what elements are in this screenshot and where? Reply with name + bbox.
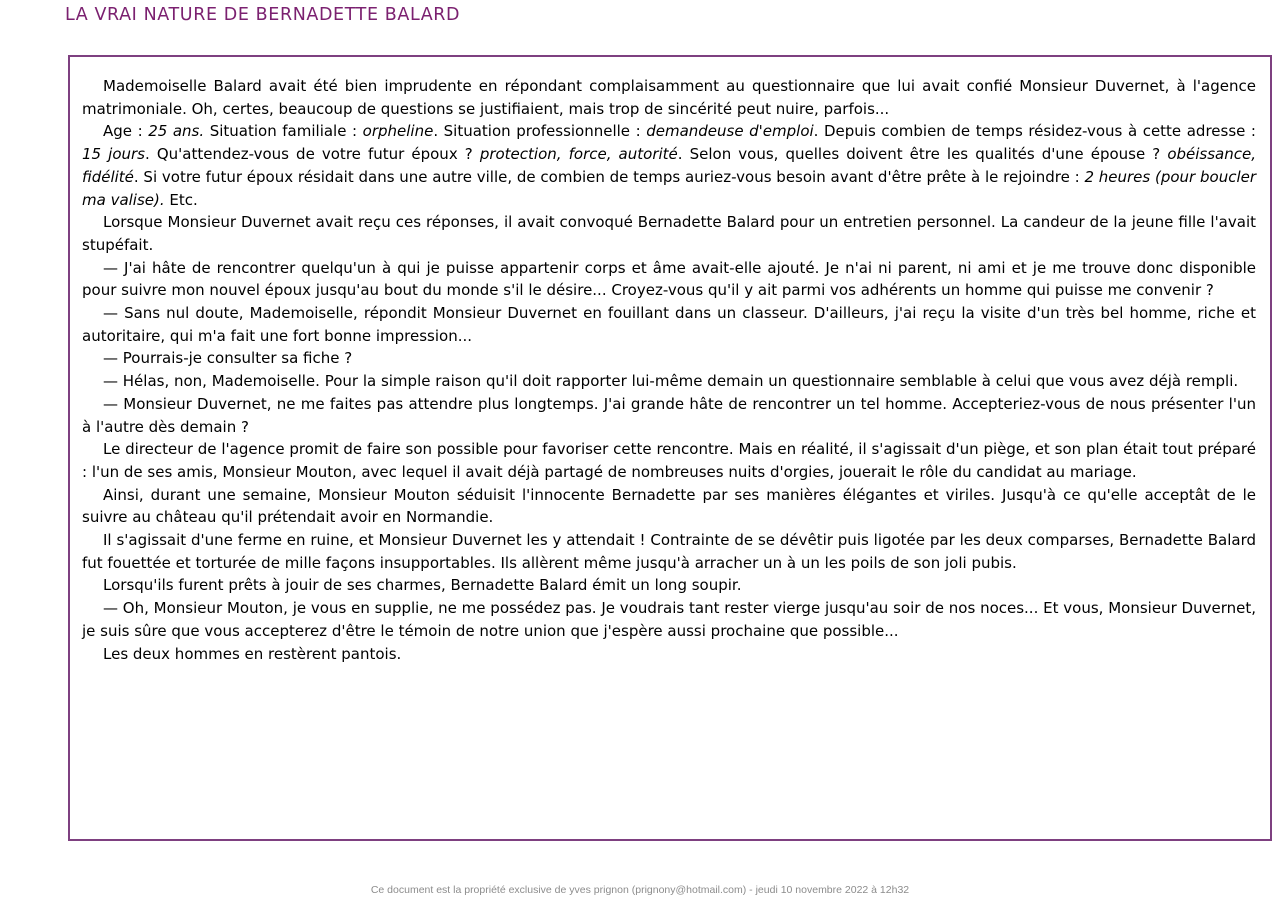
text-run: Lorsqu'ils furent prêts à jouir de ses charmes, Bernadette Balard émit un long soupir. [103,576,742,595]
text-run: Situation familiale : [204,122,363,141]
text-run: Etc. [164,190,198,209]
text-run-italic: 2 heures (pour boucler ma valise). [82,167,1257,209]
text-run: — Monsieur Duvernet, ne me faites pas attendre plus longtemps. J'ai grande hâte de rencontrer un tel homme. Accepteriez-vous de nous présenter l'un à l'autre dès demain ? [82,394,1256,436]
text-run: — Sans nul doute, Mademoiselle, répondit Monsieur Duvernet en fouillant dans un classeur. D'ailleurs, j'ai reçu la visite d'un très bel homme, riche et autoritaire, qui m'a fait une fort bonne impression... [82,304,1256,345]
document-box [68,55,1272,841]
paragraph [82,120,1256,211]
text-run: . Depuis combien de temps résidez-vous à cette adresse : [813,122,1256,141]
paragraph [82,75,1256,120]
paragraph [82,393,1256,438]
text-run: . Situation professionnelle : [433,122,647,141]
text-run: — J'ai hâte de rencontrer quelqu'un à qui je puisse appartenir corps et âme avait-elle ajouté. Je n'ai ni parent, ni ami et je me trouve donc disponible pour suivre mon nouvel époux jusqu'au bout du monde s'il le désire... Croyez-vous qu'il y ait parmi vos adhérents un homme qui puisse me convenir ? [82,258,1256,300]
paragraph [82,529,1256,574]
text-run: Mademoiselle Balard avait été bien imprudente en répondant complaisamment au questionnaire que lui avait confié Monsieur Duvernet, à l'agence matrimoniale. Oh, certes, beaucoup de questions se justifiaient, mais trop de sincérité peut nuire, parfois... [82,77,1256,118]
text-run-italic: protection, force, autorité [479,145,678,164]
paragraph [82,574,1256,597]
text-run: Le directeur de l'agence promit de faire son possible pour favoriser cette rencontre. Mais en réalité, il s'agissait d'un piège, et son plan était tout préparé : l'un de ses amis, Monsieur Mouton, avec lequel il avait déjà partagé de nombreuses nuits d'orgies, jouerait le rôle du candidat au mariage. [82,440,1256,481]
text-run-italic: demandeuse d'emploi [646,122,814,141]
paragraph [82,370,1256,393]
text-run: — Pourrais-je consulter sa fiche ? [103,349,353,368]
paragraph [82,438,1256,483]
text-run: Ainsi, durant une semaine, Monsieur Mouton séduisit l'innocente Bernadette par ses manières élégantes et viriles. Jusqu'à ce qu'elle acceptât de le suivre au château qu'il prétendait avoir en Normandie. [82,485,1256,527]
text-run: Lorsque Monsieur Duvernet avait reçu ces réponses, il avait convoqué Bernadette Balard pour un entretien personnel. La candeur de la jeune fille l'avait stupéfait. [82,213,1256,254]
text-run-italic: 25 ans. [148,122,205,141]
text-run: Age : [103,122,149,141]
text-run: — Oh, Monsieur Mouton, je vous en supplie, ne me possédez pas. Je voudrais tant rester vierge jusqu'au soir de nos noces... Et vous, Monsieur Duvernet, je suis sûre que vous accepterez d'être le témoin de notre union que j'espère aussi prochaine que possible... [82,599,1256,640]
text-run: Il s'agissait d'une ferme en ruine, et Monsieur Duvernet les y attendait ! Contrainte de se dévêtir puis ligotée par les deux comparses, Bernadette Balard fut fouettée et torturée de mille façons insupportables. Ils allèrent même jusqu'à arracher un à un les poils de son joli pubis. [82,531,1256,572]
paragraph [82,211,1256,256]
footer-note: Ce document est la propriété exclusive de yves prignon (prignony@hotmail.com) - jeudi 10 novembre 2022 à 12h32 [370,884,910,896]
paragraph [82,257,1256,302]
paragraph [82,302,1256,347]
paragraph [82,597,1256,642]
text-run: — Hélas, non, Mademoiselle. Pour la simple raison qu'il doit rapporter lui-même demain un questionnaire semblable à celui que vous avez déjà rempli. [103,372,1239,391]
document-body [82,75,1256,665]
text-run: Les deux hommes en restèrent pantois. [103,644,402,663]
text-run-italic: obéissance, fidélité [82,145,1256,186]
text-run-italic: 15 jours [82,145,145,164]
paragraph [82,643,1256,666]
text-run: . Si votre futur époux résidait dans une autre ville, de combien de temps auriez-vous besoin avant d'être prête à le rejoindre : [133,167,1085,186]
page-title: LA VRAI NATURE DE BERNADETTE BALARD [65,5,461,25]
text-run-italic: orpheline [362,122,434,141]
paragraph [82,347,1256,370]
text-run: . Qu'attendez-vous de votre futur époux ? [145,145,480,164]
paragraph [82,484,1256,529]
text-run: . Selon vous, quelles doivent être les qualités d'une épouse ? [677,145,1168,164]
